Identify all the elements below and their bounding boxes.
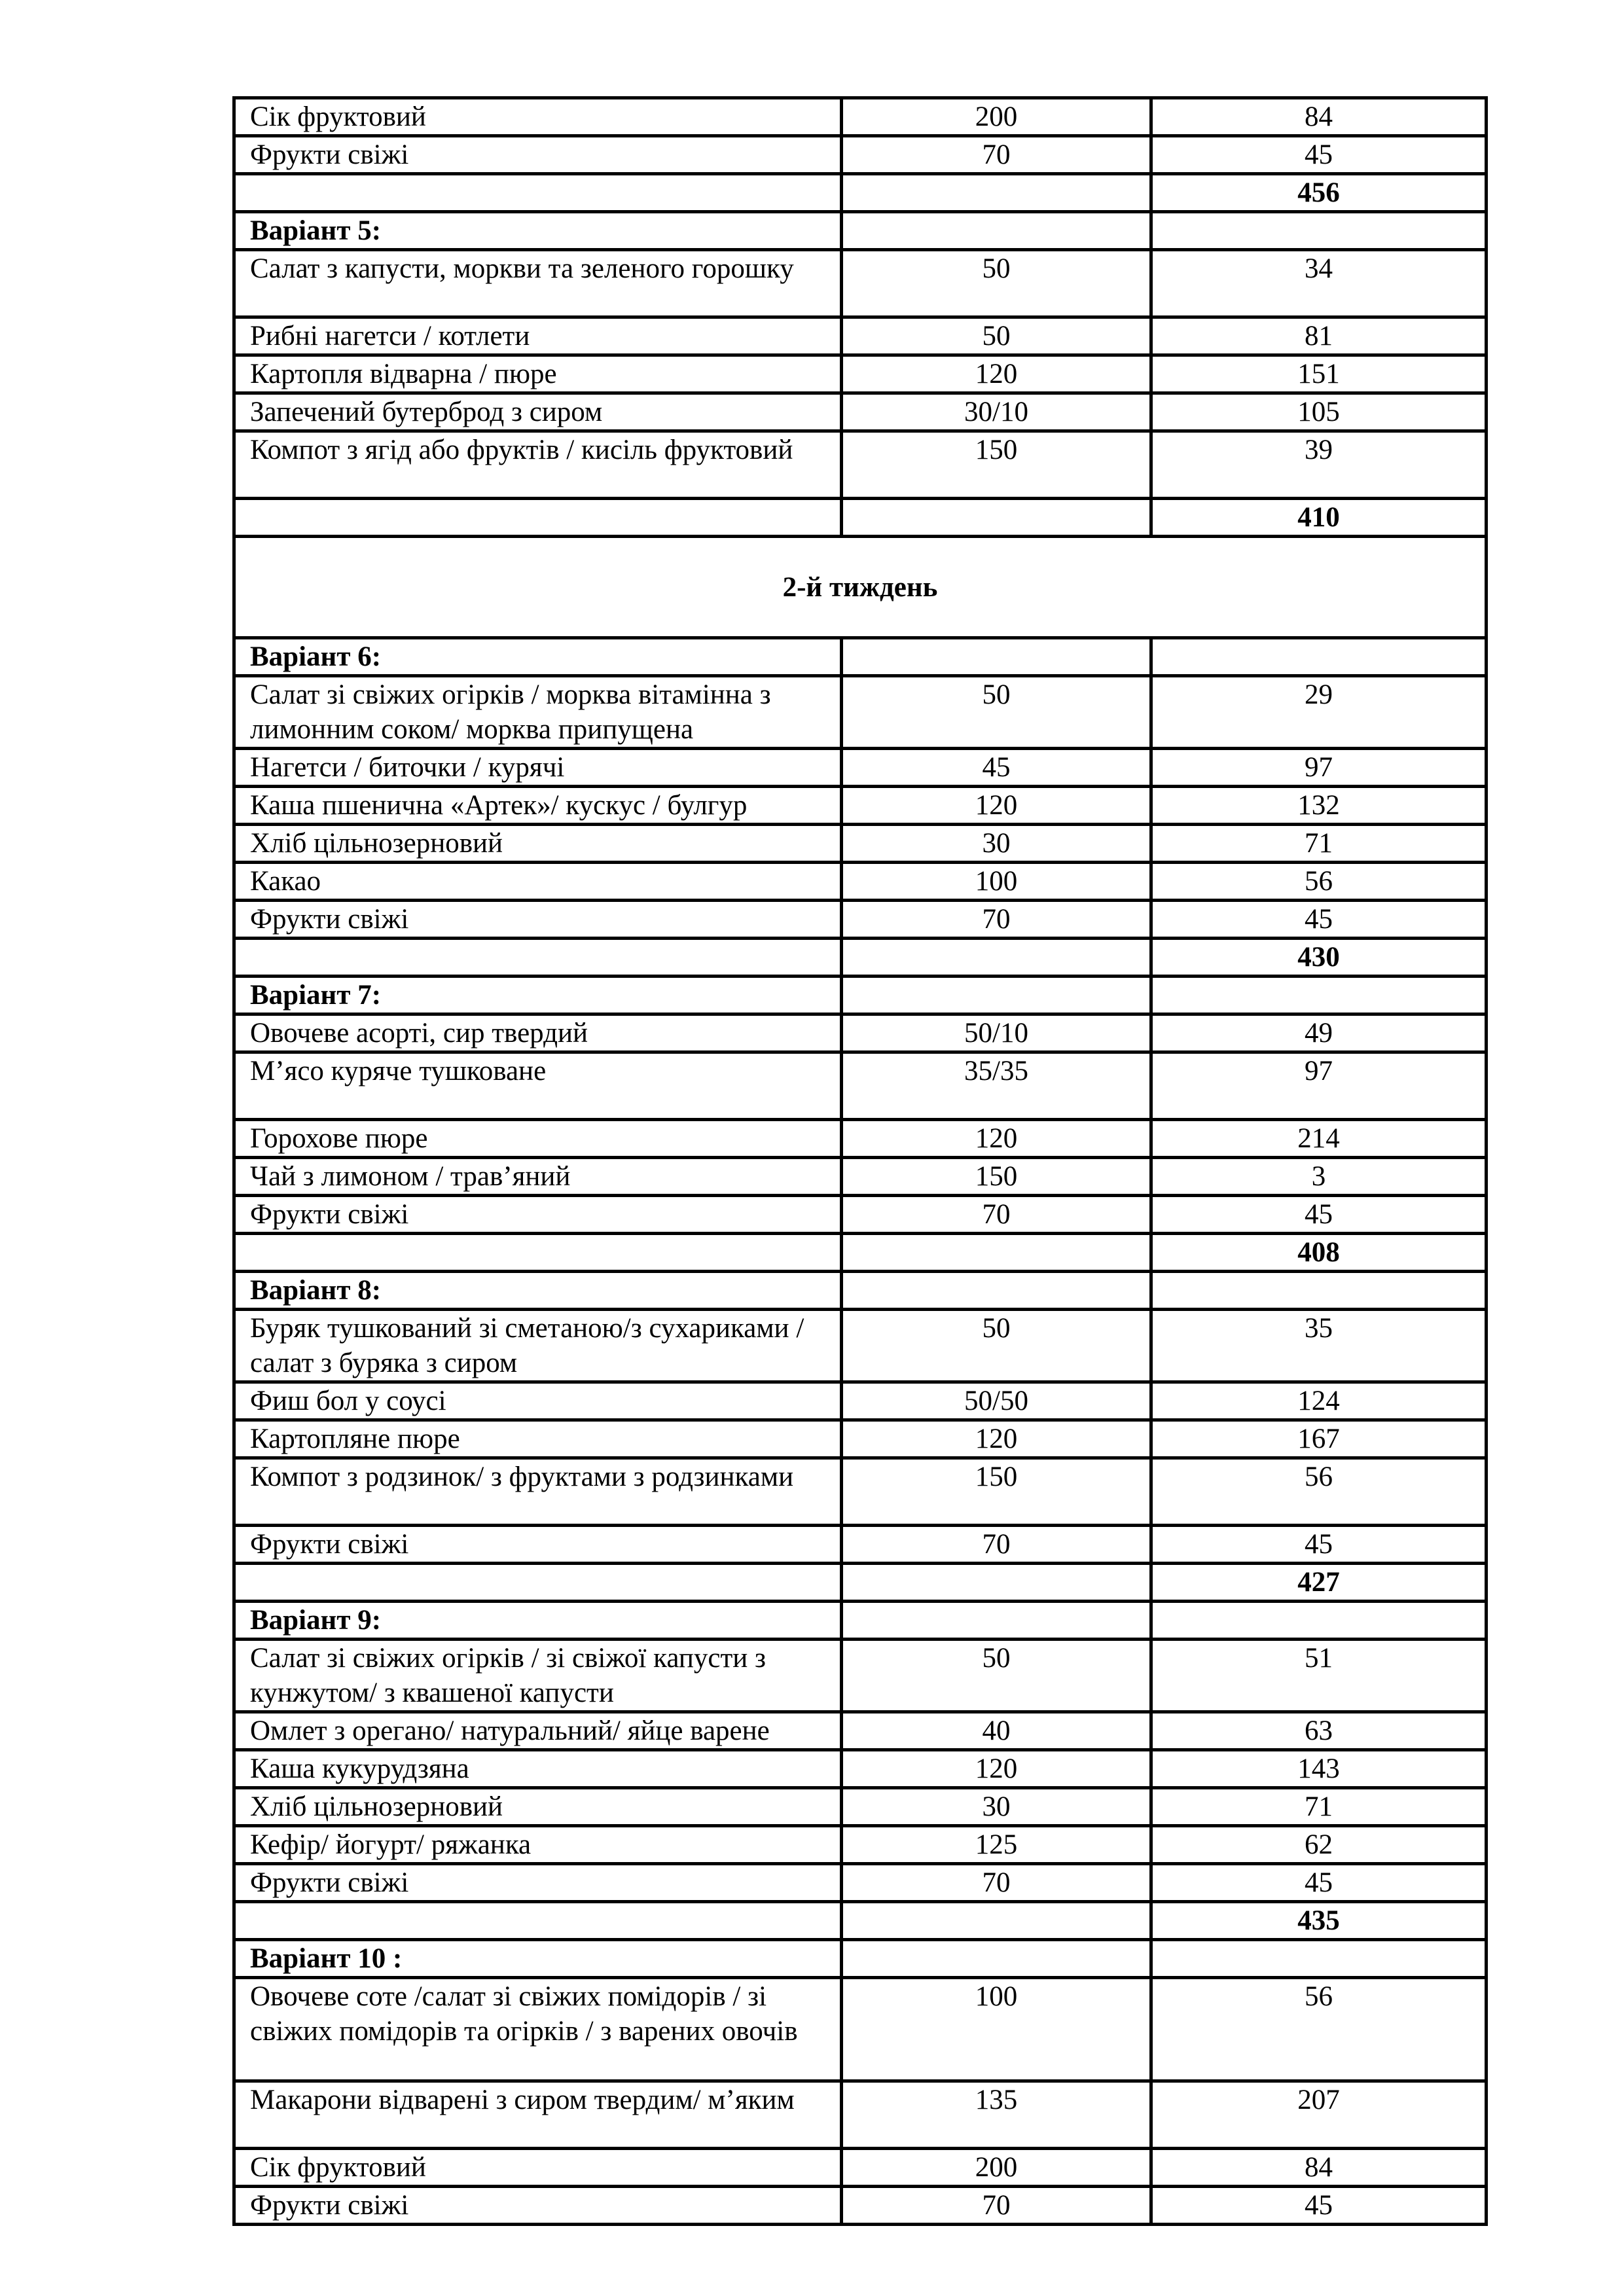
- portion-cell: 200: [842, 98, 1151, 136]
- kcal-cell: 34: [1151, 250, 1487, 317]
- kcal-cell: 84: [1151, 98, 1487, 136]
- kcal-cell: 71: [1151, 825, 1487, 863]
- portion-cell: 70: [842, 1526, 1151, 1564]
- variant-row: [234, 1940, 1487, 1978]
- dish-cell: Овочеве асорті, сир твердий: [234, 1014, 842, 1052]
- portion-cell: [842, 499, 1151, 537]
- dish-cell: Кефір/ йогурт/ ряжанка: [234, 1826, 842, 1864]
- dish-cell: Фрукти свіжі: [234, 2187, 842, 2225]
- dish-cell: Каша кукурудзяна: [234, 1750, 842, 1788]
- dish-cell: Варіант 10 :: [234, 1940, 842, 1978]
- total-row: [234, 499, 1487, 537]
- portion-cell: 70: [842, 136, 1151, 174]
- kcal-cell: 45: [1151, 901, 1487, 939]
- portion-cell: 70: [842, 1196, 1151, 1234]
- kcal-cell: 81: [1151, 317, 1487, 355]
- portion-cell: 120: [842, 1420, 1151, 1458]
- total-kcal-cell: 430: [1151, 939, 1487, 977]
- table-row: [234, 431, 1487, 499]
- dish-cell: Буряк тушкований зі сметаною/з сухариками /салат з буряка з сиром: [234, 1310, 842, 1382]
- portion-cell: 30/10: [842, 393, 1151, 431]
- kcal-cell: 35: [1151, 1310, 1487, 1382]
- kcal-cell: 45: [1151, 2187, 1487, 2225]
- kcal-cell: 56: [1151, 1458, 1487, 1526]
- dish-cell: Салат з капусти, моркви та зеленого горошку: [234, 250, 842, 317]
- kcal-cell: 151: [1151, 355, 1487, 393]
- table-row: [234, 1978, 1487, 2081]
- portion-cell: 125: [842, 1826, 1151, 1864]
- table-row: [234, 355, 1487, 393]
- dish-cell: Варіант 7:: [234, 977, 842, 1014]
- portion-cell: 50: [842, 317, 1151, 355]
- dish-cell: Фрукти свіжі: [234, 136, 842, 174]
- kcal-cell: [1151, 638, 1487, 676]
- kcal-cell: [1151, 977, 1487, 1014]
- dish-cell: Хліб цільнозерновий: [234, 1788, 842, 1826]
- dish-cell: Омлет з орегано/ натуральний/ яйце варене: [234, 1712, 842, 1750]
- portion-cell: 50: [842, 676, 1151, 749]
- portion-cell: [842, 174, 1151, 212]
- table-row: [234, 2081, 1487, 2149]
- dish-cell: Макарони відварені з сиром твердим/ м’яким: [234, 2081, 842, 2149]
- total-kcal-cell: 456: [1151, 174, 1487, 212]
- portion-cell: [842, 638, 1151, 676]
- table-row: [234, 136, 1487, 174]
- table-row: [234, 1640, 1487, 1712]
- table-row: [234, 1382, 1487, 1420]
- dish-cell: Фрукти свіжі: [234, 901, 842, 939]
- portion-cell: 100: [842, 863, 1151, 901]
- kcal-cell: 39: [1151, 431, 1487, 499]
- dish-cell: Компот з ягід або фруктів / кисіль фруктовий: [234, 431, 842, 499]
- portion-cell: 40: [842, 1712, 1151, 1750]
- dish-cell: Варіант 5:: [234, 212, 842, 250]
- table-row: [234, 1526, 1487, 1564]
- portion-cell: 70: [842, 2187, 1151, 2225]
- portion-cell: 50: [842, 1310, 1151, 1382]
- kcal-cell: 56: [1151, 1978, 1487, 2081]
- portion-cell: 30: [842, 1788, 1151, 1826]
- table-row: [234, 317, 1487, 355]
- variant-row: [234, 977, 1487, 1014]
- dish-cell: Варіант 8:: [234, 1272, 842, 1310]
- table-row: [234, 901, 1487, 939]
- portion-cell: 70: [842, 1864, 1151, 1902]
- portion-cell: 150: [842, 431, 1151, 499]
- table-row: [234, 825, 1487, 863]
- kcal-cell: 124: [1151, 1382, 1487, 1420]
- kcal-cell: [1151, 1272, 1487, 1310]
- variant-row: [234, 1602, 1487, 1640]
- portion-cell: 200: [842, 2149, 1151, 2187]
- dish-cell: М’ясо куряче тушковане: [234, 1052, 842, 1120]
- dish-cell: Чай з лимоном / трав’яний: [234, 1158, 842, 1196]
- portion-cell: 30: [842, 825, 1151, 863]
- dish-cell: Фрукти свіжі: [234, 1196, 842, 1234]
- dish-cell: Рибні нагетси / котлети: [234, 317, 842, 355]
- table-row: [234, 1712, 1487, 1750]
- table-row: [234, 1120, 1487, 1158]
- kcal-cell: 105: [1151, 393, 1487, 431]
- portion-cell: 120: [842, 1120, 1151, 1158]
- portion-cell: [842, 212, 1151, 250]
- kcal-cell: [1151, 1940, 1487, 1978]
- variant-row: [234, 1272, 1487, 1310]
- dish-cell: Картопляне пюре: [234, 1420, 842, 1458]
- kcal-cell: 45: [1151, 136, 1487, 174]
- dish-cell: Фрукти свіжі: [234, 1526, 842, 1564]
- kcal-cell: 97: [1151, 749, 1487, 787]
- portion-cell: [842, 1902, 1151, 1940]
- kcal-cell: 207: [1151, 2081, 1487, 2149]
- kcal-cell: 84: [1151, 2149, 1487, 2187]
- dish-cell: Каша пшенична «Артек»/ кускус / булгур: [234, 787, 842, 825]
- portion-cell: 135: [842, 2081, 1151, 2149]
- table-row: [234, 1014, 1487, 1052]
- total-row: [234, 939, 1487, 977]
- kcal-cell: 143: [1151, 1750, 1487, 1788]
- dish-cell: Запечений бутерброд з сиром: [234, 393, 842, 431]
- kcal-cell: 132: [1151, 787, 1487, 825]
- portion-cell: [842, 1564, 1151, 1602]
- table-row: [234, 863, 1487, 901]
- total-row: [234, 1234, 1487, 1272]
- dish-cell: Компот з родзинок/ з фруктами з родзинками: [234, 1458, 842, 1526]
- portion-cell: 50: [842, 1640, 1151, 1712]
- dish-cell: Фрукти свіжі: [234, 1864, 842, 1902]
- table-row: [234, 1420, 1487, 1458]
- variant-row: [234, 212, 1487, 250]
- kcal-cell: 97: [1151, 1052, 1487, 1120]
- kcal-cell: 167: [1151, 1420, 1487, 1458]
- table-row: [234, 1458, 1487, 1526]
- dish-cell: Хліб цільнозерновий: [234, 825, 842, 863]
- dish-cell: [234, 174, 842, 212]
- table-row: [234, 1826, 1487, 1864]
- table-row: [234, 787, 1487, 825]
- kcal-cell: 63: [1151, 1712, 1487, 1750]
- kcal-cell: [1151, 1602, 1487, 1640]
- portion-cell: 50: [842, 250, 1151, 317]
- kcal-cell: 71: [1151, 1788, 1487, 1826]
- week-header-row: [234, 537, 1487, 638]
- total-kcal-cell: 410: [1151, 499, 1487, 537]
- table-row: [234, 98, 1487, 136]
- portion-cell: 45: [842, 749, 1151, 787]
- portion-cell: [842, 939, 1151, 977]
- dish-cell: Салат зі свіжих огірків / зі свіжої капусти з кунжутом/ з квашеної капусти: [234, 1640, 842, 1712]
- week-header: 2-й тиждень: [234, 537, 1487, 638]
- table-row: [234, 250, 1487, 317]
- portion-cell: 50/10: [842, 1014, 1151, 1052]
- dish-cell: Сік фруктовий: [234, 2149, 842, 2187]
- table-row: [234, 393, 1487, 431]
- total-row: [234, 1902, 1487, 1940]
- portion-cell: [842, 1234, 1151, 1272]
- table-row: [234, 1158, 1487, 1196]
- kcal-cell: 62: [1151, 1826, 1487, 1864]
- portion-cell: 35/35: [842, 1052, 1151, 1120]
- dish-cell: Какао: [234, 863, 842, 901]
- dish-cell: [234, 1234, 842, 1272]
- table-row: [234, 1196, 1487, 1234]
- portion-cell: [842, 1272, 1151, 1310]
- dish-cell: [234, 499, 842, 537]
- dish-cell: Варіант 9:: [234, 1602, 842, 1640]
- dish-cell: [234, 1564, 842, 1602]
- kcal-cell: 45: [1151, 1196, 1487, 1234]
- portion-cell: [842, 1602, 1151, 1640]
- total-kcal-cell: 408: [1151, 1234, 1487, 1272]
- portion-cell: 70: [842, 901, 1151, 939]
- dish-cell: Горохове пюре: [234, 1120, 842, 1158]
- table-row: [234, 1750, 1487, 1788]
- dish-cell: Салат зі свіжих огірків / морква вітамінна з лимонним соком/ морква припущена: [234, 676, 842, 749]
- menu-table-body: [234, 98, 1487, 2225]
- dish-cell: Сік фруктовий: [234, 98, 842, 136]
- table-row: [234, 1788, 1487, 1826]
- dish-cell: [234, 1902, 842, 1940]
- dish-cell: Овочеве соте /салат зі свіжих помідорів / зі свіжих помідорів та огірків / з варених овочів: [234, 1978, 842, 2081]
- dish-cell: Варіант 6:: [234, 638, 842, 676]
- portion-cell: [842, 977, 1151, 1014]
- menu-table: [232, 96, 1488, 2226]
- portion-cell: 50/50: [842, 1382, 1151, 1420]
- dish-cell: [234, 939, 842, 977]
- dish-cell: Нагетси / биточки / курячі: [234, 749, 842, 787]
- portion-cell: 120: [842, 355, 1151, 393]
- portion-cell: 120: [842, 787, 1151, 825]
- table-row: [234, 1310, 1487, 1382]
- total-row: [234, 1564, 1487, 1602]
- portion-cell: 150: [842, 1158, 1151, 1196]
- kcal-cell: 3: [1151, 1158, 1487, 1196]
- total-kcal-cell: 427: [1151, 1564, 1487, 1602]
- kcal-cell: 45: [1151, 1526, 1487, 1564]
- total-row: [234, 174, 1487, 212]
- dish-cell: Картопля відварна / пюре: [234, 355, 842, 393]
- kcal-cell: 45: [1151, 1864, 1487, 1902]
- portion-cell: 150: [842, 1458, 1151, 1526]
- table-row: [234, 2187, 1487, 2225]
- table-row: [234, 1864, 1487, 1902]
- kcal-cell: 29: [1151, 676, 1487, 749]
- kcal-cell: 214: [1151, 1120, 1487, 1158]
- table-row: [234, 1052, 1487, 1120]
- total-kcal-cell: 435: [1151, 1902, 1487, 1940]
- kcal-cell: 51: [1151, 1640, 1487, 1712]
- portion-cell: 120: [842, 1750, 1151, 1788]
- portion-cell: 100: [842, 1978, 1151, 2081]
- portion-cell: [842, 1940, 1151, 1978]
- dish-cell: Фиш бол у соусі: [234, 1382, 842, 1420]
- table-row: [234, 749, 1487, 787]
- variant-row: [234, 638, 1487, 676]
- kcal-cell: 56: [1151, 863, 1487, 901]
- kcal-cell: [1151, 212, 1487, 250]
- table-row: [234, 2149, 1487, 2187]
- table-row: [234, 676, 1487, 749]
- kcal-cell: 49: [1151, 1014, 1487, 1052]
